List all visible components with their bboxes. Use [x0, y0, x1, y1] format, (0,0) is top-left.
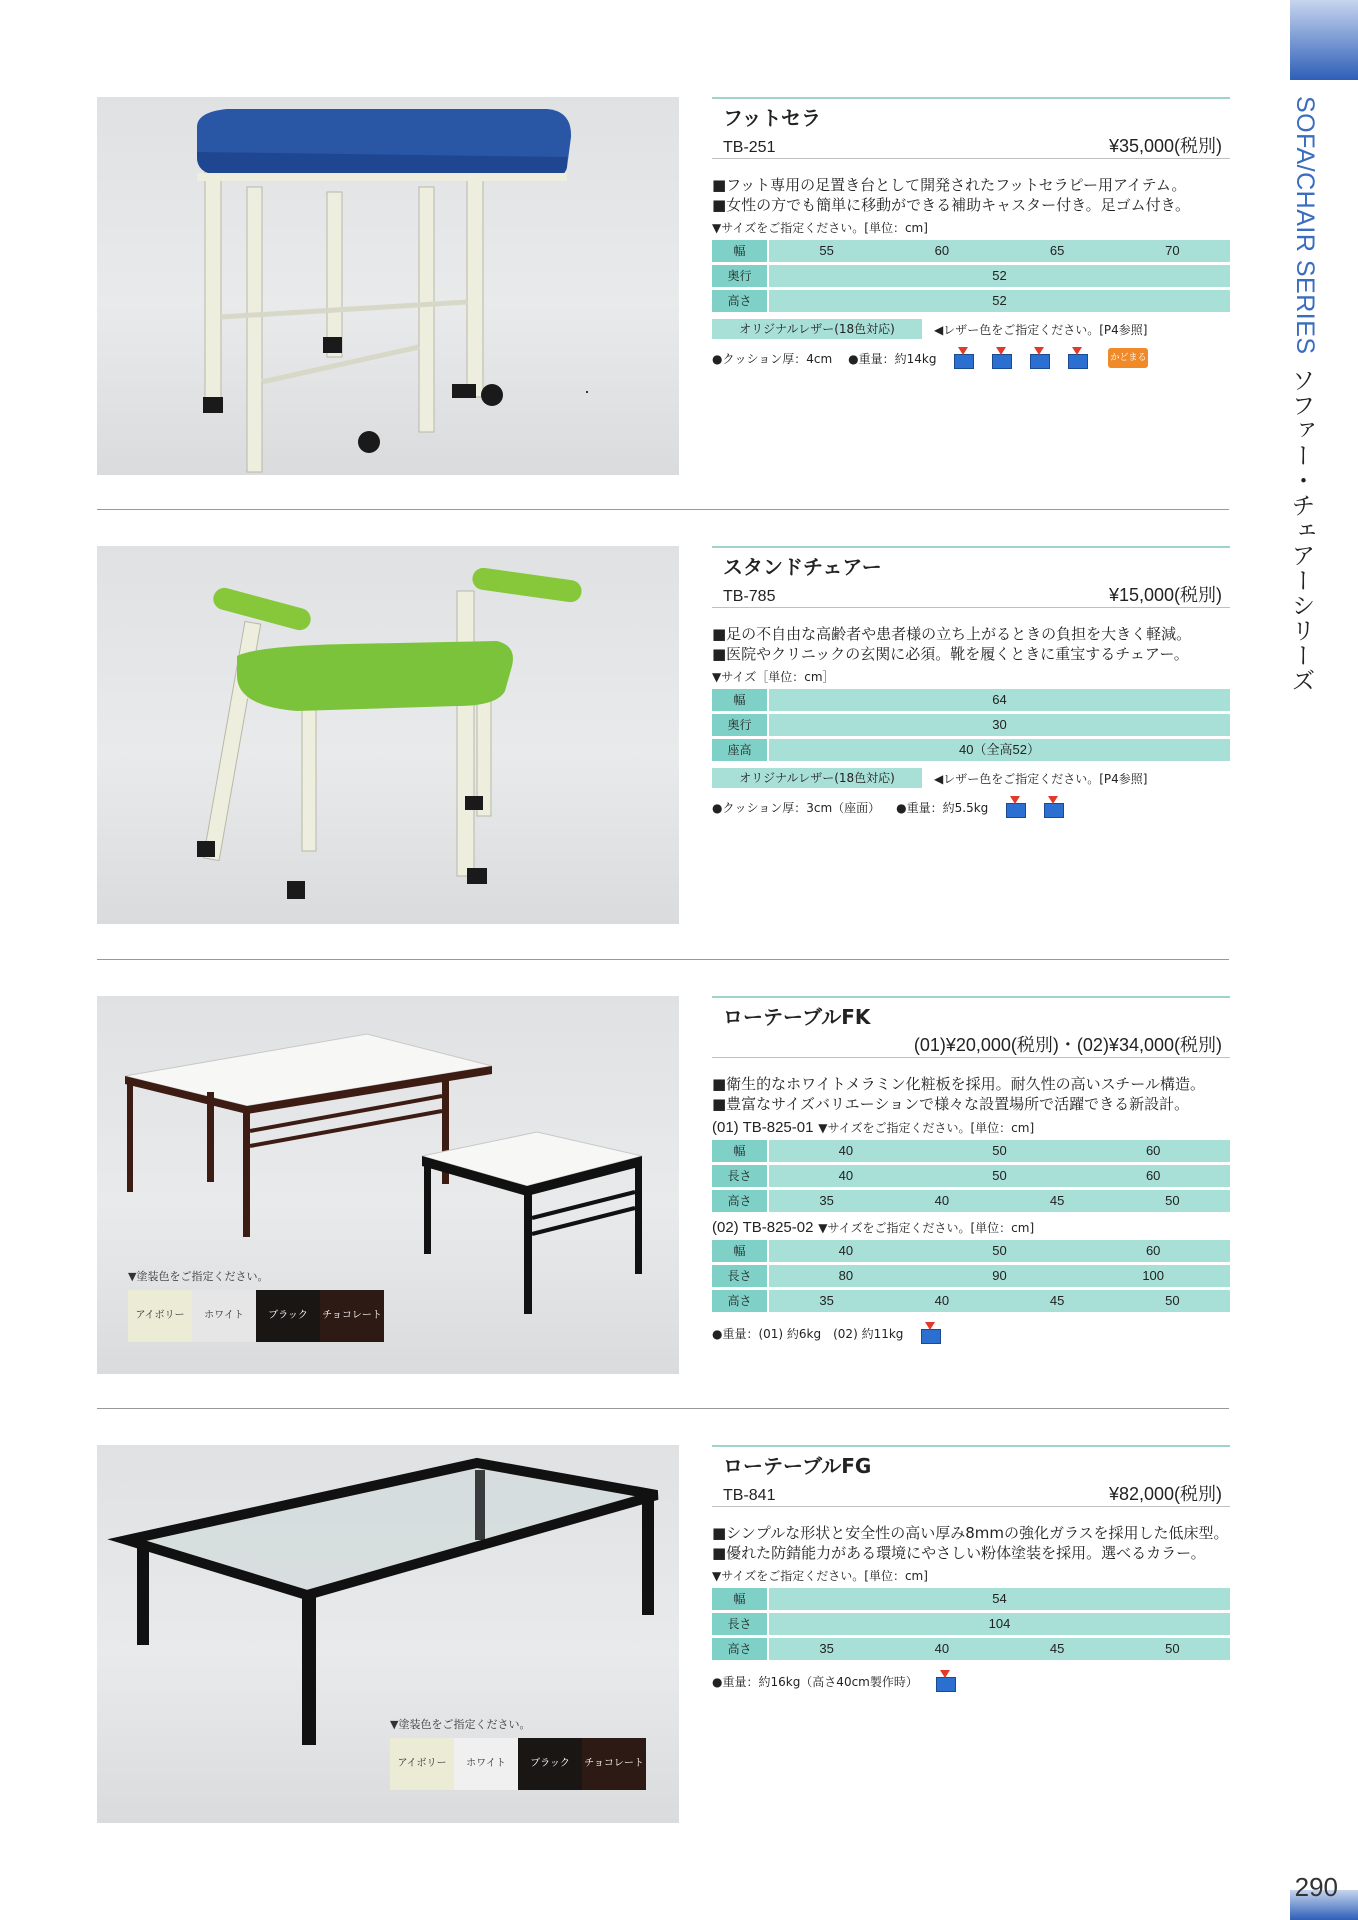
description-line: ■女性の方でも簡単に移動ができる補助キャスター付き。足ゴム付き。 — [712, 196, 1190, 214]
box-icon — [1028, 347, 1050, 369]
series-title-jp: ソファー・チェアーシリーズ — [1287, 368, 1315, 693]
size-label: 幅 — [712, 1240, 767, 1262]
size-values — [769, 689, 1230, 711]
product-description — [712, 624, 1230, 664]
paint-swatches — [128, 1290, 384, 1342]
product-code: TB-841 — [723, 1487, 776, 1504]
section-divider — [97, 1408, 1229, 1409]
leather-row — [712, 768, 1230, 788]
spec-row — [712, 794, 1230, 820]
product-price: ¥15,000(税別) — [1108, 585, 1222, 605]
product-price: ¥82,000(税別) — [1108, 1484, 1222, 1504]
size-row-height — [712, 1638, 1230, 1660]
size-label: 幅 — [712, 1140, 767, 1162]
size-note: ▼サイズをご指定ください。[単位：cm] — [818, 1121, 1035, 1135]
swatch-chocolate: チョコレート — [320, 1290, 384, 1342]
description-line: ■足の不自由な高齢者や患者様の立ち上がるときの負担を大きく軽減。 — [712, 625, 1192, 643]
size-value: 45 — [1049, 1193, 1065, 1208]
size-row-length — [712, 1613, 1230, 1635]
price-row — [712, 1031, 1230, 1058]
product-photo-footsera — [97, 97, 679, 475]
product-name: ローテーブルFK — [723, 1005, 871, 1029]
size-label: 幅 — [712, 689, 767, 711]
size-value: 45 — [1049, 1293, 1065, 1308]
size-row-seat-height — [712, 739, 1230, 761]
size-value: 45 — [1049, 1641, 1065, 1656]
title-rule — [712, 1445, 1230, 1447]
spec-weight: ●重量：(01) 約6kg (02) 約11kg — [712, 1326, 904, 1341]
size-value: 70 — [1165, 243, 1180, 258]
product-description — [712, 175, 1230, 215]
box-icon — [952, 347, 974, 369]
product-code: TB-785 — [723, 588, 776, 605]
size-row-length — [712, 1265, 1230, 1287]
section-divider — [97, 509, 1229, 510]
spec-row — [712, 1668, 1230, 1694]
size-note: ▼サイズをご指定ください。[単位：cm] — [712, 1569, 928, 1583]
size-value: 52 — [992, 268, 1007, 283]
size-value: 40（全高52） — [959, 742, 1040, 757]
size-values — [769, 290, 1230, 312]
code-price-row — [712, 1480, 1230, 1507]
description-line: ■医院やクリニックの玄関に必須。靴を履くときに重宝するチェアー。 — [712, 645, 1189, 663]
size-label: 高さ — [712, 290, 767, 312]
size-values — [769, 714, 1230, 736]
size-label: 高さ — [712, 1290, 767, 1312]
size-row-width — [712, 1240, 1230, 1262]
size-label: 高さ — [712, 1190, 767, 1212]
variant-header — [712, 1218, 1230, 1237]
size-value: 40 — [838, 1243, 854, 1258]
size-value: 30 — [992, 717, 1007, 732]
size-row-width — [712, 240, 1230, 262]
swatch-ivory: アイボリー — [128, 1290, 192, 1342]
size-value: 40 — [934, 1293, 950, 1308]
size-row-width — [712, 689, 1230, 711]
size-row-height — [712, 1190, 1230, 1212]
size-value: 40 — [934, 1641, 950, 1656]
rounded-corner-badge: かどまる — [1108, 348, 1148, 368]
description-line: ■衛生的なホワイトメラミン化粧板を採用。耐久性の高いスチール構造。 — [712, 1075, 1205, 1093]
size-values — [769, 1240, 1230, 1262]
title-rule — [712, 546, 1230, 548]
size-values — [769, 1165, 1230, 1187]
size-values — [769, 1140, 1230, 1162]
size-values — [769, 1613, 1230, 1635]
size-label: 長さ — [712, 1165, 767, 1187]
paint-color-note: ▼塗装色をご指定ください。 — [390, 1718, 531, 1731]
product-photo-standchair — [97, 546, 679, 924]
page-edge-tab — [1290, 0, 1358, 80]
size-value: 40 — [934, 1193, 950, 1208]
size-value: 35 — [819, 1641, 834, 1656]
box-icon — [919, 1322, 941, 1344]
product-info-lowtable-fg — [712, 1445, 1230, 1694]
leather-note: ◀レザー色をご指定ください。[P4参照] — [934, 771, 1148, 786]
size-values — [769, 1265, 1230, 1287]
product-name: ローテーブルFG — [723, 1454, 872, 1478]
series-title-en: SOFA/CHAIR SERIES — [1291, 96, 1319, 355]
spec-cushion: ●クッション厚：3cm（座面） — [712, 800, 881, 815]
size-row-depth — [712, 714, 1230, 736]
swatch-ivory: アイボリー — [390, 1738, 454, 1790]
size-value: 90 — [992, 1268, 1007, 1283]
product-info-standchair — [712, 546, 1230, 820]
size-value: 50 — [992, 1243, 1007, 1258]
box-icon — [1066, 347, 1088, 369]
swatch-white: ホワイト — [192, 1290, 256, 1342]
size-label: 幅 — [712, 240, 767, 262]
size-row-length — [712, 1165, 1230, 1187]
section-divider — [97, 959, 1229, 960]
size-values — [769, 739, 1230, 761]
size-value: 60 — [1145, 1143, 1161, 1158]
size-value: 64 — [992, 692, 1007, 707]
spec-row — [712, 345, 1230, 371]
size-value: 60 — [934, 243, 950, 258]
swatch-black: ブラック — [256, 1290, 320, 1342]
size-value: 54 — [992, 1591, 1007, 1606]
description-line: ■シンプルな形状と安全性の高い厚み8mmの強化ガラスを採用した低床型。 — [712, 1524, 1229, 1542]
size-values — [769, 1638, 1230, 1660]
size-values — [769, 240, 1230, 262]
product-name: フットセラ — [723, 106, 821, 130]
leather-option: オリジナルレザー(18色対応) — [712, 319, 922, 339]
size-values — [769, 265, 1230, 287]
size-note: ▼サイズをご指定ください。[単位：cm] — [818, 1221, 1035, 1235]
size-note: ▼サイズをご指定ください。[単位：cm] — [712, 221, 928, 235]
size-label: 長さ — [712, 1265, 767, 1287]
product-code: TB-251 — [723, 139, 776, 156]
size-value: 50 — [1165, 1641, 1180, 1656]
product-name: スタンドチェアー — [723, 555, 882, 579]
box-icon — [934, 1670, 956, 1692]
variant-header — [712, 1118, 1230, 1137]
size-value: 40 — [838, 1168, 854, 1183]
box-icon — [990, 347, 1012, 369]
code-price-row — [712, 581, 1230, 608]
spec-weight: ●重量：約14kg — [848, 351, 937, 366]
title-rule — [712, 996, 1230, 998]
size-row-height — [712, 290, 1230, 312]
size-label: 奥行 — [712, 714, 767, 736]
swatch-white: ホワイト — [454, 1738, 518, 1790]
spec-cushion: ●クッション厚：4cm — [712, 351, 833, 366]
leather-option: オリジナルレザー(18色対応) — [712, 768, 922, 788]
size-row-height — [712, 1290, 1230, 1312]
product-price: ¥35,000(税別) — [1108, 136, 1222, 156]
size-values — [769, 1588, 1230, 1610]
product-info-footsera — [712, 97, 1230, 371]
code-price-row — [712, 132, 1230, 159]
size-row-depth — [712, 265, 1230, 287]
swatch-black: ブラック — [518, 1738, 582, 1790]
size-value: 50 — [1165, 1193, 1180, 1208]
box-icon — [1042, 796, 1064, 818]
size-value: 60 — [1145, 1243, 1161, 1258]
size-value: 65 — [1049, 243, 1065, 258]
spec-weight: ●重量：約5.5kg — [896, 800, 989, 815]
size-value: 50 — [1165, 1293, 1180, 1308]
leather-row — [712, 319, 1230, 339]
size-values — [769, 1290, 1230, 1312]
size-value: 52 — [992, 293, 1007, 308]
size-value: 80 — [838, 1268, 854, 1283]
page-number: 290 — [1294, 1872, 1338, 1902]
product-info-lowtable-fk — [712, 996, 1230, 1346]
size-row-width — [712, 1588, 1230, 1610]
size-value: 50 — [992, 1143, 1007, 1158]
spec-row — [712, 1320, 1230, 1346]
size-value: 55 — [819, 243, 834, 258]
description-line: ■豊富なサイズバリエーションで様々な設置場所で活躍できる新設計。 — [712, 1095, 1190, 1113]
description-line: ■優れた防錆能力がある環境にやさしい粉体塗装を採用。選べるカラー。 — [712, 1544, 1206, 1562]
spec-weight: ●重量：約16kg（高さ40cm製作時） — [712, 1674, 918, 1689]
size-label: 長さ — [712, 1613, 767, 1635]
size-label: 幅 — [712, 1588, 767, 1610]
size-label: 高さ — [712, 1638, 767, 1660]
size-label: 座高 — [712, 739, 767, 761]
size-value: 50 — [992, 1168, 1007, 1183]
description-line: ■フット専用の足置き台として開発されたフットセラピー用アイテム。 — [712, 176, 1187, 194]
size-row-width — [712, 1140, 1230, 1162]
swatch-chocolate: チョコレート — [582, 1738, 646, 1790]
product-price: (01)¥20,000(税別)・(02)¥34,000(税別) — [913, 1035, 1222, 1055]
variant-code: (02) TB-825-02 — [712, 1219, 814, 1236]
title-rule — [712, 97, 1230, 99]
box-icon — [1004, 796, 1026, 818]
size-label: 奥行 — [712, 265, 767, 287]
size-value: 100 — [1142, 1268, 1165, 1283]
size-value: 60 — [1145, 1168, 1161, 1183]
paint-color-note: ▼塗装色をご指定ください。 — [128, 1270, 269, 1283]
size-value: 35 — [819, 1193, 834, 1208]
size-values — [769, 1190, 1230, 1212]
size-value: 35 — [819, 1293, 834, 1308]
paint-swatches — [390, 1738, 646, 1790]
size-note: ▼サイズ［単位：cm］ — [712, 670, 835, 684]
size-value: 104 — [988, 1616, 1011, 1631]
leather-note: ◀レザー色をご指定ください。[P4参照] — [934, 322, 1148, 337]
size-value: 40 — [838, 1143, 854, 1158]
product-description — [712, 1523, 1230, 1563]
variant-code: (01) TB-825-01 — [712, 1119, 814, 1136]
product-description — [712, 1074, 1230, 1114]
